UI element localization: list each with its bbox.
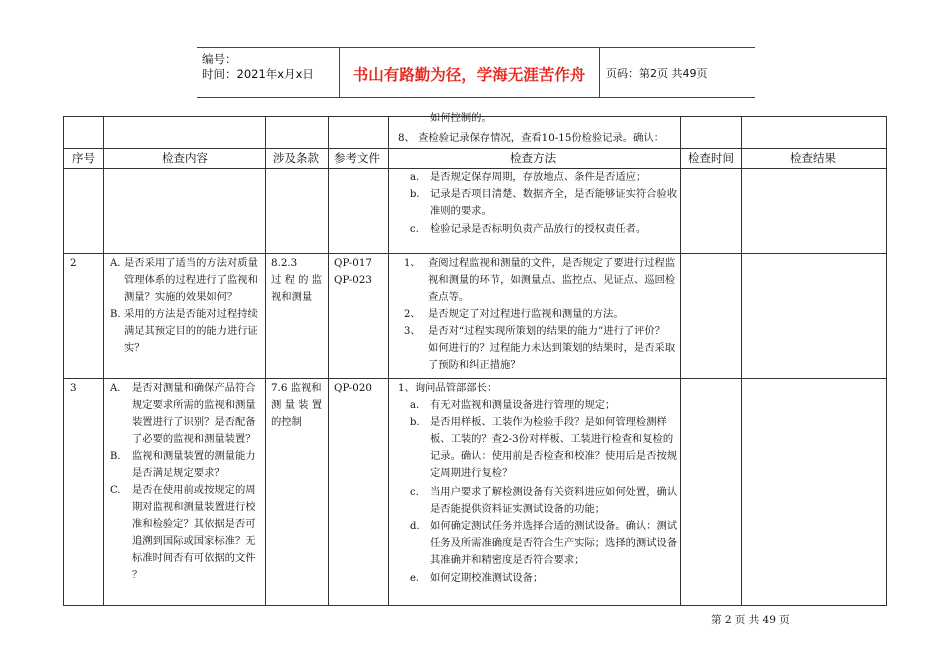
motto: 书山有路勤为径，学海无涯苦作舟 [352,66,586,84]
row3-method-marker-e: e. [410,573,420,584]
row3-method-e-1: 如何定期校准测试设备； [430,572,544,584]
row2-method-1-1: 查阅过程监视和测量的文件，是否规定了要进行过程监 [428,257,676,269]
continued-item-b-1: 记录是否项目清楚、数据齐全，是否能够证实符合验收 [430,188,678,200]
row2-content-b-3: 实？ [124,342,145,354]
row2-content-b-1: 采用的方法是否能对过程持续 [124,308,258,320]
row2-content-b-2: 满足其预定目的的能力进行证 [124,325,258,337]
row3-method-b-4: 定周期进行复检？ [430,467,513,479]
continued-item-b-2: 准则的要求。 [430,205,492,217]
row3-clause-3: 的控制 [271,416,302,428]
number-label: 编号： [202,52,237,66]
header-motto-area [340,48,798,97]
row2-clause-1: 8.2.3 [271,257,298,269]
row2-clause-3: 视和测量 [271,291,313,303]
row2-method-3-3: 了预防和纠正措施？ [428,359,521,371]
row2-method-3-1: 是否对“过程实现所策划的结果的能力”进行了评价？ [428,325,666,337]
row2-method-marker-1: 1、 [404,258,421,269]
col-header-method: 检查方法 [510,151,556,165]
row3-content-c-1: 是否在使用前或按规定的周 [132,484,256,496]
row2-content-marker-b: B. [110,309,121,320]
row3-method-intro: 1、询问品管部部长： [398,382,498,394]
row3-method-a-1: 有无对监视和测量设备进行管理的规定； [430,399,616,411]
row3-method-d-3: 其准确并和精密度是否符合要求； [430,554,585,566]
page-header [197,47,755,98]
row3-method-d-2: 任务及所需准确度是否符合生产实际；选择的测试设备 [430,537,678,549]
col-header-clause: 涉及条款 [273,151,319,165]
row2-ref-1: QP-017 [334,257,372,269]
row2-method-1-2: 视和测量的环节，如测量点、监控点、见证点、巡回检 [428,274,676,286]
page-footer: 第 2 页 共 49 页 [711,614,790,626]
page-label: 页码：第2页 共49页 [606,67,708,80]
row2-method-3-2: 如何进行的？过程能力未达到策划的结果时，是否采取 [428,342,676,354]
row3-method-b-2: 板、工装的？查2-3份对样板、工装进行检查和复检的 [430,433,674,445]
row3-clause-1: 7.6 监视和 [271,382,322,394]
col-header-time: 检查时间 [688,151,734,165]
row3-content-marker-c: C. [110,485,121,496]
header-meta [197,48,340,97]
row2-method-marker-3: 3、 [404,326,421,337]
row3-content-a-1: 是否对测量和确保产品符合 [132,382,256,394]
row3-content-b-1: 监视和测量装置的测量能力 [132,450,256,462]
row3-content-marker-a: A. [110,383,121,394]
row3-content-c-5: 标准时间否有可依据的文件 [132,552,256,564]
col-header-number: 序号 [72,151,95,165]
row3-clause-2: 测 量 装 置 [271,399,323,411]
continued-item-c: 检验记录是否标明负责产品放行的授权责任者。 [430,223,647,235]
row2-ref-2: QP-023 [334,274,372,286]
row3-method-b-3: 记录。确认：使用前是否检查和校准？使用后是否按规 [430,450,678,462]
row3-content-marker-b: B. [110,451,121,462]
row3-content-a-2: 规定要求所需的监视和测量 [132,399,256,411]
row2-method-2-1: 是否规定了对过程进行监视和测量的方法。 [428,308,624,320]
row3-number: 3 [70,382,77,394]
time-label: 时间：2021年x月x日 [202,67,314,81]
continued-line-2: 8、 查检验记录保存情况，查看10-15份检验记录。确认： [398,132,665,144]
continued-item-a: 是否规定保存周期，存放地点、条件是否适应； [430,171,647,183]
row3-content-b-2: 是否满足规定要求？ [132,467,225,479]
continued-line-1: 如何控制的。 [430,112,492,124]
row2-content-a-3: 测量？实施的效果如何？ [124,291,238,303]
row3-content-a-3: 装置进行了识别？是否配备 [132,416,256,428]
header-divider [599,48,600,97]
row3-method-b-1: 是否用样板、工装作为检验手段？是如何管理检测样 [430,416,667,428]
row3-method-marker-c: c. [410,487,419,498]
row3-method-marker-b: b. [410,417,420,428]
col-header-result: 检查结果 [790,151,836,165]
row3-content-c-6: ？ [132,569,143,581]
row2-clause-2: 过 程 的 监 [271,274,323,286]
continued-marker-a: a. [410,172,420,183]
row3-method-marker-a: a. [410,400,420,411]
row2-method-marker-2: 2、 [404,309,421,320]
continued-marker-b: b. [410,189,420,200]
row3-content-a-4: 了必要的监视和测量装置？ [132,433,256,445]
row3-method-marker-d: d. [410,521,420,532]
row3-method-c-1: 当用户要求了解检测设备有关资料进应如何处置，确认 [430,486,678,498]
row2-method-1-3: 查点等。 [428,291,470,303]
row2-content-a-1: 是否采用了适当的方法对质量 [124,257,258,269]
row3-method-c-2: 是否能提供资料证实测试设备的功能； [430,503,606,515]
row2-content-a-2: 管理体系的过程进行了监视和 [124,274,258,286]
col-header-content: 检查内容 [162,151,208,165]
row3-method-d-1: 如何确定测试任务并选择合适的测试设备。确认：测试 [430,520,678,532]
continued-marker-c: c. [410,224,419,235]
row3-ref-1: QP-020 [334,382,372,394]
row2-number: 2 [70,257,77,269]
row3-content-c-3: 准和检验定？其依据是否可 [132,518,256,530]
row2-content-marker-a: A. [110,258,121,269]
col-header-reference: 参考文件 [334,151,380,165]
row3-content-c-4: 追溯到国际或国家标准？无 [132,535,256,547]
row3-content-c-2: 期对监视和测量装置进行校 [132,501,256,513]
